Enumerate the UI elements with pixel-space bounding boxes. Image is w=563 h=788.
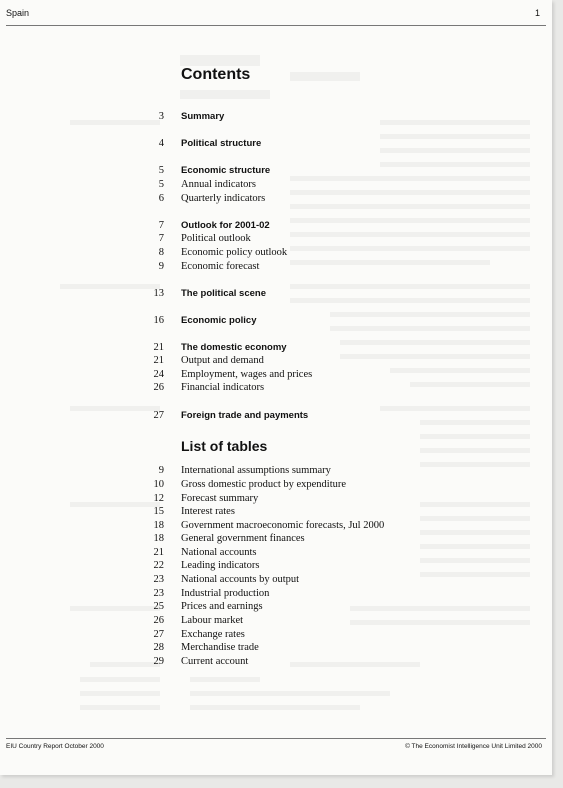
tables-entry[interactable] — [0, 505, 552, 519]
tables-entry-label: Labour market — [181, 615, 244, 626]
tables-entry-page: 10 — [153, 479, 164, 490]
header-page-number: 1 — [534, 8, 540, 18]
contents-entry-label: Economic policy — [181, 315, 257, 326]
contents-entry-label: The domestic economy — [181, 342, 287, 353]
tables-entry[interactable] — [0, 532, 552, 546]
tables-entry[interactable] — [0, 573, 552, 587]
contents-entry-label: The political scene — [181, 288, 266, 299]
contents-entry[interactable] — [0, 246, 552, 260]
tables-entry-label: Exchange rates — [181, 629, 245, 640]
contents-entry-page: 24 — [153, 369, 164, 380]
tables-entry-label: National accounts — [181, 547, 257, 558]
tables-entry-page: 18 — [153, 533, 164, 544]
contents-entry-page: 5 — [158, 165, 164, 176]
footer-report-title: EIU Country Report October 2000 — [6, 743, 104, 750]
contents-entry-page: 6 — [158, 193, 164, 204]
contents-entry-page: 5 — [158, 179, 164, 190]
contents-entry-label: Employment, wages and prices — [181, 369, 313, 380]
tables-entry-page: 23 — [153, 574, 164, 585]
contents-entry[interactable] — [0, 110, 552, 124]
contents-entry-label: Economic structure — [181, 165, 271, 176]
contents-entry-page: 21 — [153, 355, 164, 366]
contents-entry-label: Political structure — [181, 138, 262, 149]
header-country: Spain — [6, 8, 30, 18]
contents-entry-page: 16 — [153, 315, 164, 326]
contents-entry-page: 27 — [153, 410, 164, 421]
tables-entry[interactable] — [0, 464, 552, 478]
contents-entry[interactable] — [0, 192, 552, 206]
tables-entry-label: Prices and earnings — [181, 601, 263, 612]
contents-entry-page: 7 — [158, 220, 164, 231]
tables-entry-page: 25 — [153, 601, 164, 612]
tables-entry[interactable] — [0, 587, 552, 601]
tables-entry-page: 22 — [153, 560, 164, 571]
tables-entry-label: Leading indicators — [181, 560, 260, 571]
tables-entry-page: 9 — [158, 465, 164, 476]
page-footer — [6, 743, 542, 750]
tables-entry[interactable] — [0, 641, 552, 655]
tables-entry-page: 26 — [153, 615, 164, 626]
tables-entry-page: 12 — [153, 493, 164, 504]
contents-entry[interactable] — [0, 381, 552, 395]
tables-entry-page: 29 — [153, 656, 164, 667]
contents-entry-label: Foreign trade and payments — [181, 410, 309, 421]
tables-entry[interactable] — [0, 655, 552, 669]
tables-entry-page: 15 — [153, 506, 164, 517]
contents-entry[interactable] — [0, 409, 552, 423]
contents-entry-page: 9 — [158, 261, 164, 272]
footer-divider — [6, 738, 546, 739]
contents-entry[interactable] — [0, 260, 552, 274]
contents-entry-label: Financial indicators — [181, 382, 265, 393]
tables-entry-label: National accounts by output — [181, 574, 300, 585]
tables-heading: List of tables — [181, 438, 268, 454]
page-header — [6, 8, 540, 18]
contents-entry-page: 13 — [153, 288, 164, 299]
contents-entry-page: 8 — [158, 247, 164, 258]
tables-entry[interactable] — [0, 478, 552, 492]
tables-entry[interactable] — [0, 546, 552, 560]
tables-entry[interactable] — [0, 519, 552, 533]
contents-entry[interactable] — [0, 178, 552, 192]
tables-entry[interactable] — [0, 559, 552, 573]
tables-entry-page: 28 — [153, 642, 164, 653]
contents-entry[interactable] — [0, 164, 552, 178]
tables-entry-page: 18 — [153, 520, 164, 531]
tables-entry-label: Current account — [181, 656, 249, 667]
header-divider — [6, 25, 546, 26]
contents-entry-page: 21 — [153, 342, 164, 353]
tables-entry-label: Industrial production — [181, 588, 270, 599]
tables-entry[interactable] — [0, 492, 552, 506]
tables-entry[interactable] — [0, 600, 552, 614]
contents-entry-label: Economic forecast — [181, 261, 260, 272]
contents-entry-label: Outlook for 2001-02 — [181, 220, 270, 231]
tables-entry-label: Government macroeconomic forecasts, Jul 2000 — [181, 520, 385, 531]
tables-entry-label: Gross domestic product by expenditure — [181, 479, 347, 490]
footer-copyright: © The Economist Intelligence Unit Limited 2000 — [405, 743, 542, 750]
tables-entry-label: International assumptions summary — [181, 465, 331, 476]
contents-entry-page: 7 — [158, 233, 164, 244]
contents-entry[interactable] — [0, 368, 552, 382]
contents-entry-label: Summary — [181, 111, 225, 122]
tables-entry-page: 27 — [153, 629, 164, 640]
contents-entry-label: Output and demand — [181, 355, 264, 366]
contents-entry[interactable] — [0, 137, 552, 151]
tables-entry-label: Interest rates — [181, 506, 235, 517]
tables-entry-page: 21 — [153, 547, 164, 558]
contents-entry-page: 3 — [158, 111, 164, 122]
contents-entry[interactable] — [0, 341, 552, 355]
contents-entry-label: Quarterly indicators — [181, 193, 266, 204]
contents-heading: Contents — [181, 66, 251, 83]
tables-entry-label: General government finances — [181, 533, 305, 544]
contents-entry[interactable] — [0, 232, 552, 246]
contents-entry-label: Political outlook — [181, 233, 251, 244]
contents-entry-page: 26 — [153, 382, 164, 393]
contents-entry-page: 4 — [158, 138, 164, 149]
tables-entry[interactable] — [0, 614, 552, 628]
contents-entry[interactable] — [0, 287, 552, 301]
tables-entry[interactable] — [0, 628, 552, 642]
contents-entry[interactable] — [0, 314, 552, 328]
tables-entry-label: Merchandise trade — [181, 642, 259, 653]
tables-entry-page: 23 — [153, 588, 164, 599]
tables-entry-label: Forecast summary — [181, 493, 259, 504]
contents-entry[interactable] — [0, 219, 552, 233]
contents-entry-label: Annual indicators — [181, 179, 256, 190]
contents-entry[interactable] — [0, 354, 552, 368]
contents-entry-label: Economic policy outlook — [181, 247, 288, 258]
